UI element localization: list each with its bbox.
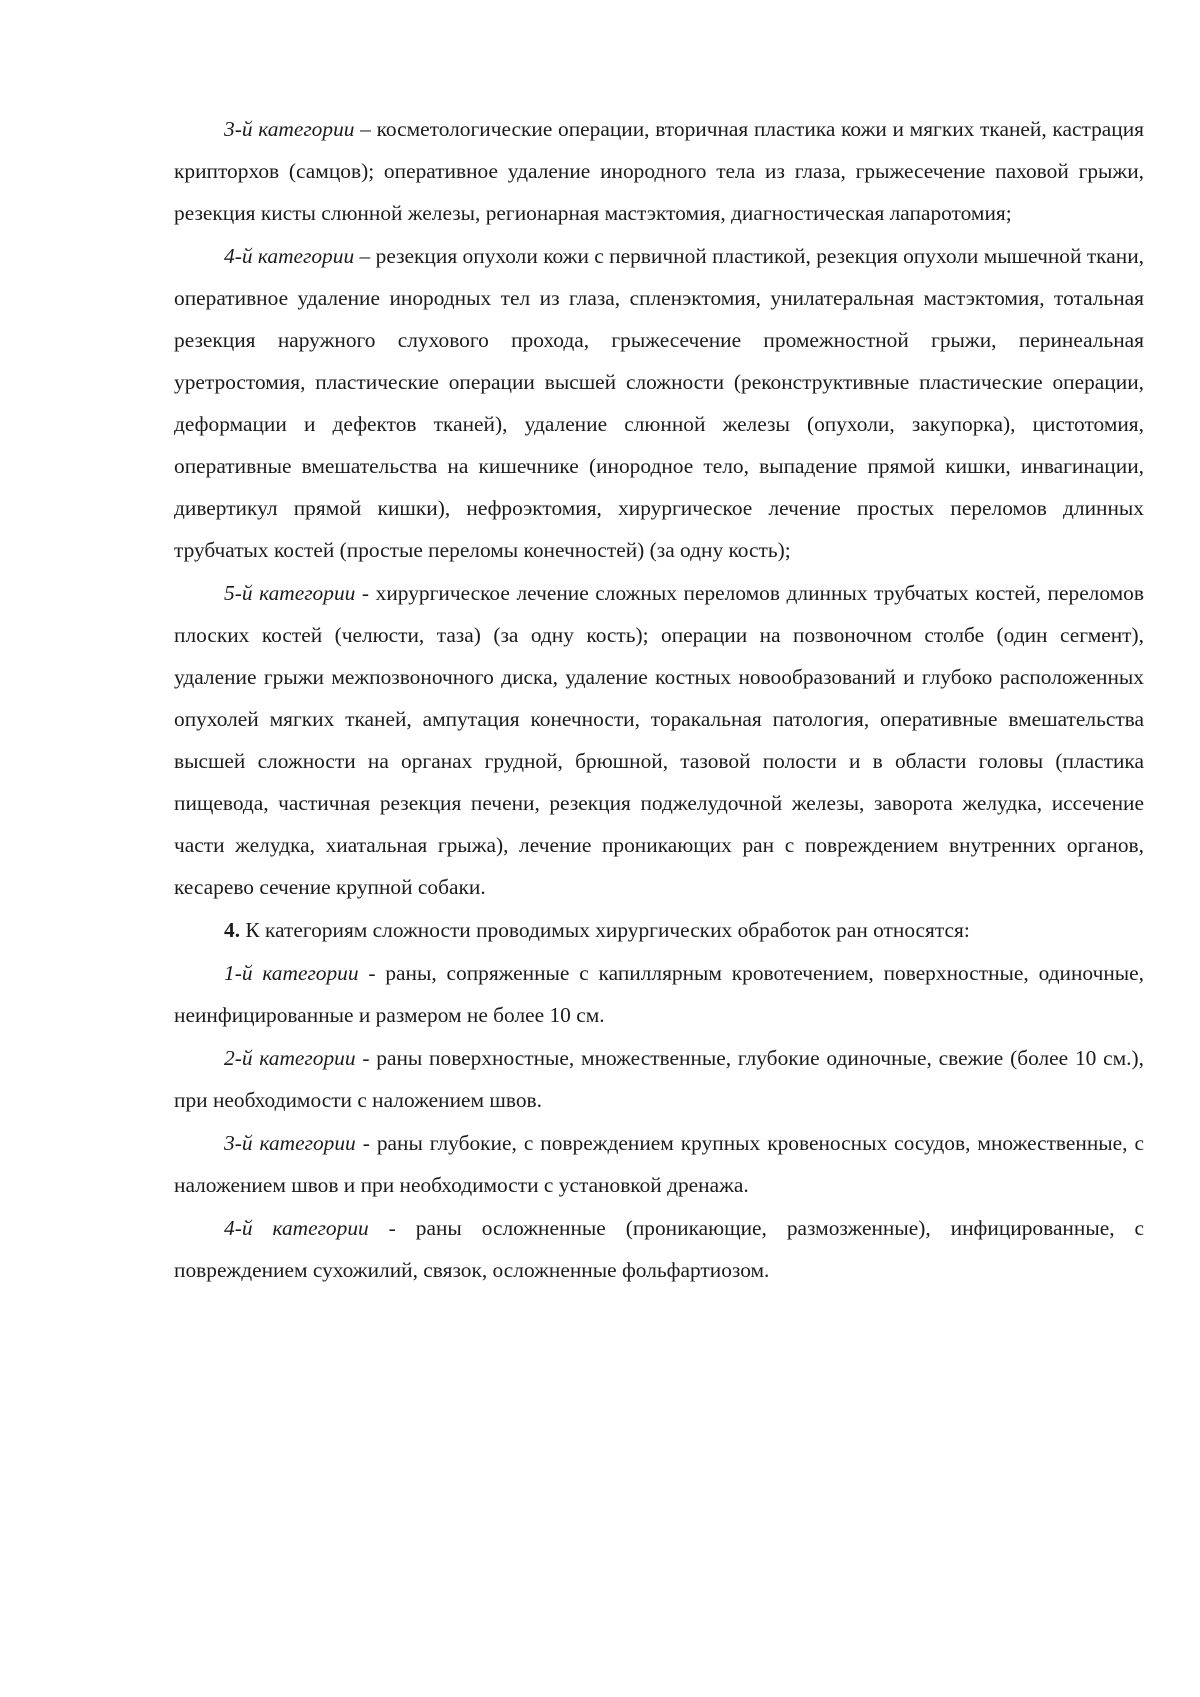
section-heading-text: К категориям сложности проводимых хирургических обработок ран относятся:: [240, 918, 970, 942]
paragraph-wound-category-3: [174, 1122, 1144, 1206]
category-description: - раны поверхностные, множественные, глубокие одиночные, свежие (более 10 см.), при необходимости с наложением швов.: [174, 1046, 1144, 1112]
category-label: 4-й категории: [224, 1216, 369, 1240]
paragraph-surgery-category-4: [174, 235, 1144, 571]
paragraph-wound-category-2: [174, 1037, 1144, 1121]
category-label: 5-й категории: [224, 581, 356, 605]
category-description: – резекция опухоли кожи с первичной пластикой, резекция опухоли мышечной ткани, оперативное удаление инородных тел из глаза, спленэктомия, унилатеральная мастэктомия, тотальная резекция наружного слухового прохода, грыжесечение промежностной грыжи, перинеальная уретростомия, пластические операции высшей сложности (реконструктивные пластические операции, деформации и дефектов тканей), удаление слюнной железы (опухоли, закупорка), цистотомия, оперативные вмешательства на кишечнике (инородное тело, выпадение прямой кишки, инвагинации, дивертикул прямой кишки), нефроэктомия, хирургическое лечение простых переломов длинных трубчатых костей (простые переломы конечностей) (за одну кость);: [174, 244, 1144, 562]
category-label: 2-й категории: [224, 1046, 356, 1070]
section-4-heading: [174, 909, 1144, 951]
category-label: 1-й категории: [224, 961, 359, 985]
paragraph-surgery-category-3: [174, 108, 1144, 234]
category-description: - раны глубокие, с повреждением крупных кровеносных сосудов, множественные, с наложением швов и при необходимости с установкой дренажа.: [174, 1131, 1144, 1197]
category-description: - хирургическое лечение сложных переломов длинных трубчатых костей, переломов плоских костей (челюсти, таза) (за одну кость); операции на позвоночном столбе (один сегмент), удаление грыжи межпозвоночного диска, удаление костных новообразований и глубоко расположенных опухолей мягких тканей, ампутация конечности, торакальная патология, оперативные вмешательства высшей сложности на органах грудной, брюшной, тазовой полости и в области головы (пластика пищевода, частичная резекция печени, резекция поджелудочной железы, заворота желудка, иссечение части желудка, хиатальная грыжа), лечение проникающих ран с повреждением внутренних органов, кесарево сечение крупной собаки.: [174, 581, 1144, 899]
category-description: - раны, сопряженные с капиллярным кровотечением, поверхностные, одиночные, неинфицированные и размером не более 10 см.: [174, 961, 1144, 1027]
category-description: – косметологические операции, вторичная пластика кожи и мягких тканей, кастрация крипторхов (самцов); оперативное удаление инородного тела из глаза, грыжесечение паховой грыжи, резекция кисты слюнной железы, регионарная мастэктомия, диагностическая лапаротомия;: [174, 117, 1145, 225]
document-body: [174, 108, 1144, 1292]
category-label: 4-й категории: [224, 244, 355, 268]
paragraph-wound-category-4: [174, 1207, 1144, 1291]
section-number: 4.: [224, 918, 241, 942]
category-description: - раны осложненные (проникающие, размозженные), инфицированные, с повреждением сухожилий, связок, осложненные фольфартиозом.: [174, 1216, 1144, 1282]
category-label: 3-й категории: [224, 1131, 356, 1155]
paragraph-wound-category-1: [174, 952, 1144, 1036]
category-label: 3-й категории: [224, 117, 355, 141]
paragraph-surgery-category-5: [174, 572, 1144, 908]
